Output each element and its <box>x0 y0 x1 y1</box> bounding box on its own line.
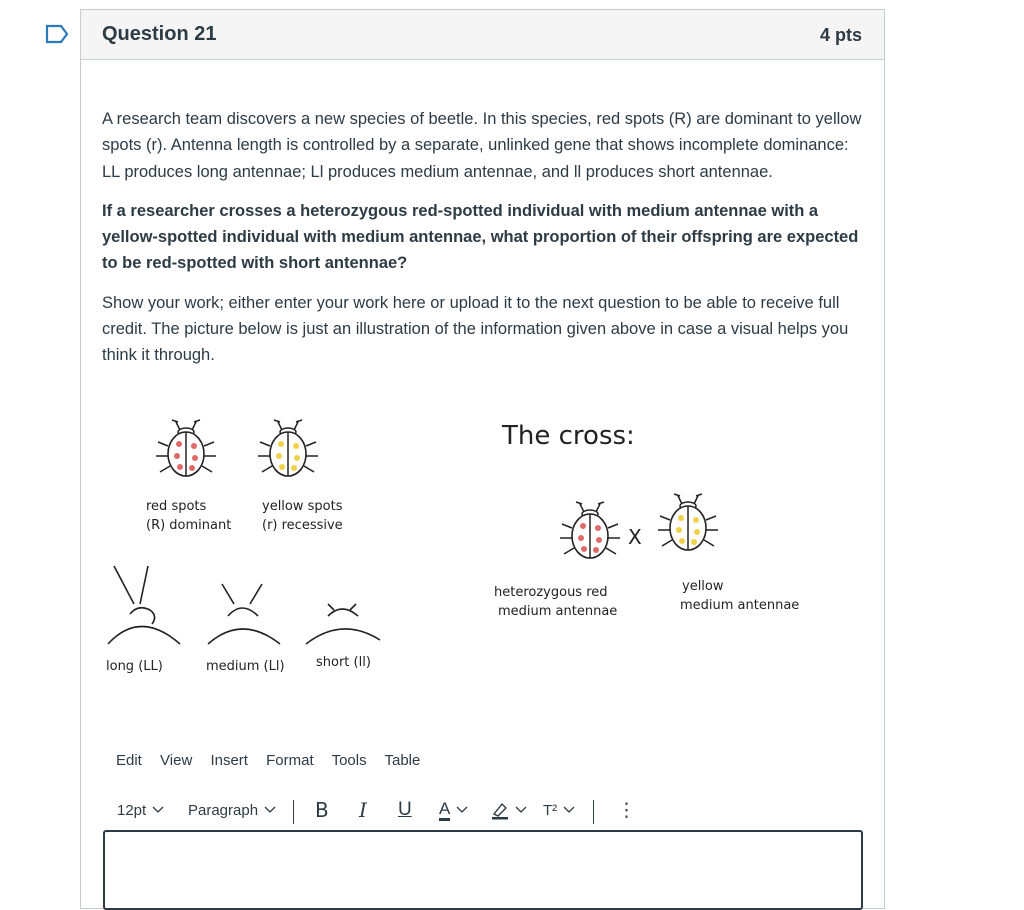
flag-question-icon[interactable] <box>44 23 70 45</box>
menu-table[interactable]: Table <box>384 752 421 769</box>
cross-red-beetle-drawing <box>560 502 620 558</box>
editor-toolbar <box>117 795 717 825</box>
italic-button[interactable] <box>359 795 367 825</box>
font-size-value: 12pt <box>117 801 147 819</box>
question-title: Question 21 <box>102 23 217 45</box>
yellow-cross-label: yellow <box>682 579 724 594</box>
answer-editor[interactable] <box>103 830 863 910</box>
more-vertical-icon: ⋮ <box>617 799 636 821</box>
het-red-label: heterozygous red <box>494 585 608 600</box>
yellow-spots-label: yellow spots <box>262 499 343 514</box>
question-header <box>81 10 884 60</box>
question-text <box>102 106 867 382</box>
yellow-beetle-drawing <box>258 420 318 476</box>
chevron-down-icon <box>152 806 164 814</box>
cross-x-symbol: X <box>628 525 642 549</box>
question-paragraph-instructions: Show your work; either enter your work here or upload it to the next question to be able to receive full credit. The picture below is just an illustration of the information given above in case a visual helps you think it through. <box>102 293 849 365</box>
beetle-illustration <box>100 404 860 684</box>
bold-button[interactable] <box>315 795 329 825</box>
chevron-down-icon <box>515 806 527 814</box>
toolbar-divider <box>293 800 294 824</box>
cross-yellow-beetle-drawing <box>658 494 718 550</box>
medium-label: medium (Ll) <box>206 659 285 674</box>
italic-icon: I <box>359 798 367 822</box>
text-color-button[interactable] <box>439 795 468 825</box>
menu-edit[interactable]: Edit <box>116 752 142 769</box>
long-label: long (LL) <box>106 659 163 674</box>
menu-view[interactable]: View <box>160 752 193 769</box>
red-spots-label: red spots <box>146 499 207 514</box>
question-points: 4 pts <box>819 25 862 45</box>
short-label: short (ll) <box>316 655 371 670</box>
superscript-icon: T² <box>543 801 558 819</box>
font-size-select[interactable] <box>117 795 164 825</box>
highlighter-icon <box>491 800 509 820</box>
more-options-button[interactable] <box>617 795 636 825</box>
toolbar-divider <box>593 800 594 824</box>
highlight-color-button[interactable] <box>491 795 527 825</box>
chevron-down-icon <box>456 806 468 814</box>
yellow-medium-label: medium antennae <box>680 598 800 613</box>
editor-menubar <box>116 752 434 769</box>
long-antennae-drawing <box>108 566 180 644</box>
question-paragraph-prompt: If a researcher crosses a heterozygous red-spotted individual with medium antennae with a yellow-spotted individual with medium antennae, what proportion of their offspring are expected to be red-spotted with short antennae? <box>102 201 859 273</box>
question-paragraph-intro: A research team discovers a new species of beetle. In this species, red spots (R) are dominant to yellow spots (r). Antenna length is controlled by a separate, unlinked gene that shows incomplete dominance: LL produces long antennae; Ll produces medium antennae, and ll produces short antennae. <box>102 110 862 181</box>
het-medium-label: medium antennae <box>498 604 618 619</box>
block-format-select[interactable] <box>188 795 276 825</box>
medium-antennae-drawing <box>208 584 280 644</box>
chevron-down-icon <box>264 806 276 814</box>
text-color-icon: A <box>439 800 450 821</box>
block-format-value: Paragraph <box>188 801 259 819</box>
menu-format[interactable]: Format <box>266 752 314 769</box>
bold-icon: B <box>315 798 329 822</box>
yellow-recessive-label: (r) recessive <box>262 518 343 533</box>
menu-tools[interactable]: Tools <box>331 752 367 769</box>
chevron-down-icon <box>563 806 575 814</box>
superscript-button[interactable] <box>543 795 575 825</box>
cross-title: The cross: <box>502 421 635 451</box>
underline-button[interactable] <box>398 795 412 825</box>
menu-insert[interactable]: Insert <box>210 752 248 769</box>
underline-icon: U <box>398 799 412 820</box>
short-antennae-drawing <box>306 604 380 644</box>
red-beetle-drawing <box>156 420 216 476</box>
red-dominant-label: (R) dominant <box>146 518 232 533</box>
